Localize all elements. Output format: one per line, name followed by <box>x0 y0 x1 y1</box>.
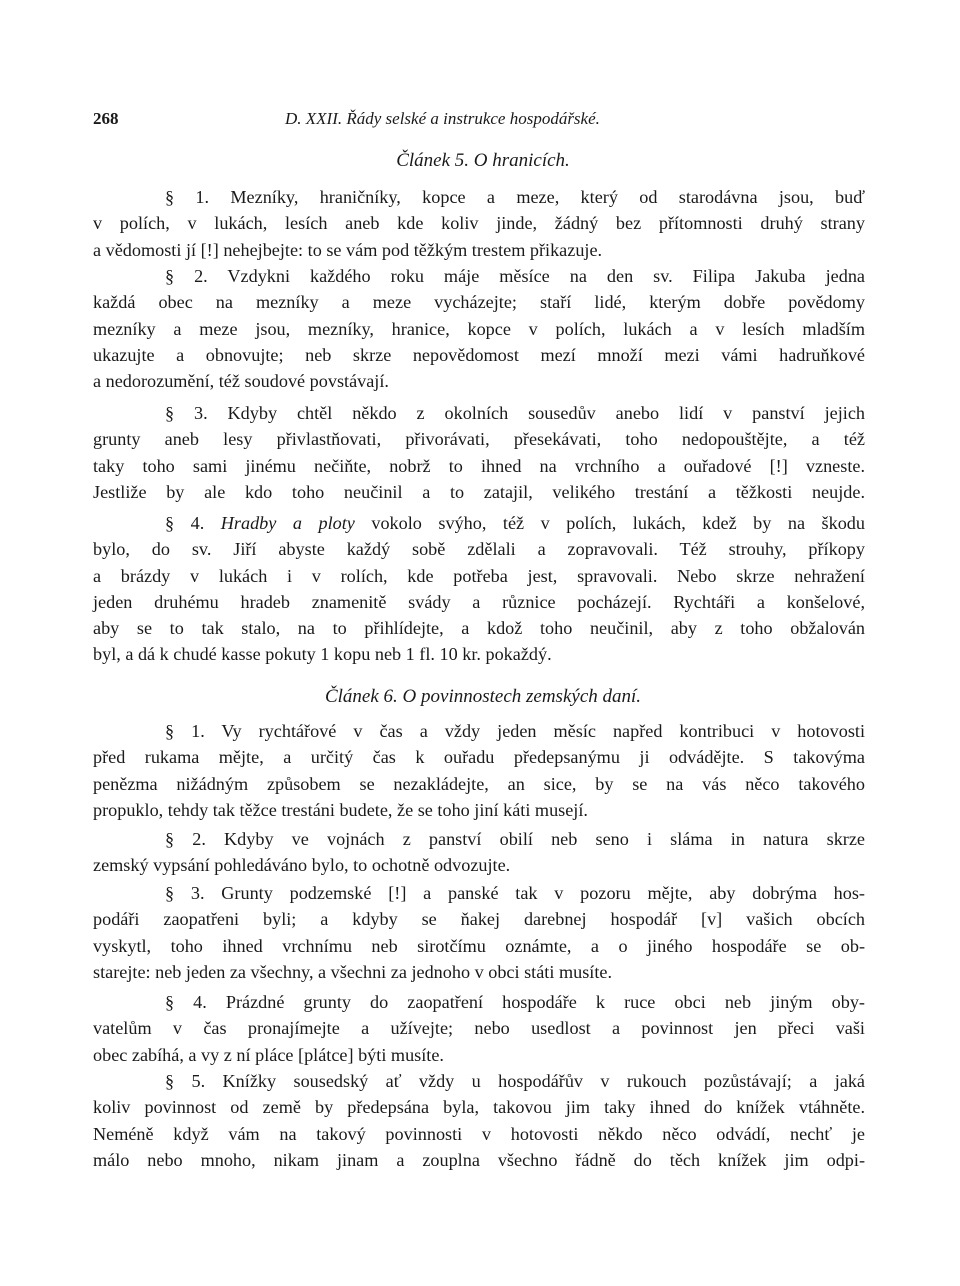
text-line: § 5. Knížky sousedský ať vždy u hospodářův v rukouch pozůstávají; a jaká <box>165 1071 865 1091</box>
article-5-title: Článek 5. O hranicích. <box>396 150 570 171</box>
text-line: a brázdy v lukách i v rolích, kde potřeba jest, spravovali. Nebo skrze nehražení <box>93 565 865 586</box>
article-6-paragraph-1 <box>93 718 865 823</box>
article-5-paragraph-3 <box>93 400 865 505</box>
article-6-paragraph-4 <box>93 989 865 1068</box>
text-line: § 1. Mezníky, hraničníky, kopce a meze, který od starodávna jsou, buď <box>165 187 865 207</box>
text-line: a vědomosti jí [!] nehejbejte: to se vám pod těžkým trestem přikazuje. <box>93 239 603 260</box>
text-line: starejte: neb jeden za všechny, a všechni za jednoho v obci státi musíte. <box>93 961 613 982</box>
text-line: koliv povinnost od země by předepsána byla, takovou jim taky ihned do knížek vtáhněte. <box>93 1097 865 1118</box>
article-6-title: Článek 6. O povinnostech zemských daní. <box>324 686 642 707</box>
text-line: Jestliže by ale kdo toho neučinil a to zatajil, velikého trestání a těžkosti neujde. <box>93 481 865 502</box>
article-5-paragraph-4 <box>93 510 865 668</box>
text-line: byl, a dá k chudé kasse pokuty 1 kopu neb 1 fl. 10 kr. pokaždý. <box>93 644 552 665</box>
text-line: grunty aneb lesy přivlastňovati, přivorávati, přesekávati, toho nedopouštějte, a též <box>93 429 865 450</box>
article-6-paragraph-2 <box>93 826 865 879</box>
text-line: § 3. Kdyby chtěl někdo z okolních sousedův anebo lidí v panství jejich <box>165 403 865 423</box>
text-line: § 1. Vy rychtářové v čas a vždy jeden měsíc napřed kontribuci v hotovosti <box>165 721 865 741</box>
text-line: aby se to tak stalo, na to přihlídejte, a kdož toho neučinil, aby z toho obžalován <box>93 618 865 639</box>
text-line: taky toho sami jinému nečiňte, nobrž to ihned na vrchního a ouřadové [!] vzneste. <box>93 455 865 476</box>
page-header <box>93 103 873 133</box>
text-line: v polích, v lukách, lesích aneb kde koliv jinde, žádný bez přítomnosti druhý strany <box>93 213 865 234</box>
text-line: zemský vypsání pohledáváno bylo, to ochotně odvozujte. <box>93 855 511 876</box>
text-line: podáři zaopatřeni byli; a kdyby se ňakej darebnej hospodář [v] vašich obcích <box>93 909 865 930</box>
emphasis-text: Hradby a ploty <box>220 513 355 533</box>
text-line: mezníky a meze jsou, mezníky, hranice, kopce v polích, lukách a v lesích mladším <box>93 318 865 339</box>
text-line: před rukama mějte, a určitý čas k ouřadu předepsanýmu ji odvádějte. S takovýma <box>93 747 865 768</box>
text-line: § 4. Hradby a ploty vokolo svýho, též v polích, lukách, kdež by na škodu <box>165 513 865 533</box>
text-line: Neméně když vám na takový povinnosti v hotovosti někdo něco odvádí, nechť je <box>93 1123 865 1144</box>
article-5-paragraph-1 <box>93 184 865 263</box>
text-line: a nedorozumění, též soudové povstávají. <box>93 371 389 392</box>
text-line: každá obec na mezníky a meze vycházejte; staří lidé, kterým dobře povědomy <box>93 292 865 313</box>
text-line: bylo, do sv. Jiří abyste každý sobě zdělali a zopravovali. Též strouhy, příkopy <box>93 539 865 560</box>
page-number: 268 <box>93 109 119 128</box>
text-line: § 2. Vzdykni každého roku máje měsíce na den sv. Filipa Jakuba jedna <box>165 266 865 286</box>
text-line: obec zabíhá, a vy z ní pláce [plátce] býti musíte. <box>93 1044 444 1065</box>
text-line: § 3. Grunty podzemské [!] a panské tak v pozoru mějte, aby dobrýma hos- <box>165 883 865 903</box>
article-6-paragraph-3 <box>93 880 865 985</box>
article-6-paragraph-5 <box>93 1068 865 1173</box>
article-5-paragraph-2 <box>93 263 865 394</box>
text-line: § 4. Prázdné grunty do zaopatření hospodáře k ruce obci neb jiným oby- <box>165 992 865 1012</box>
text-line: vyskytl, toho ihned vrchnímu neb sirotčímu oznámte, a o jiného hospodáře se ob- <box>93 935 865 956</box>
text-line: ukazujte a obnovujte; neb skrze nepovědomost mezí množí mezi vámi hadruňkové <box>93 344 865 365</box>
text-line: jeden druhému hradeb znamenitě svády a různice pocházejí. Rychtáři a konšelové, <box>93 591 865 612</box>
running-head: D. XXII. Řády selské a instrukce hospodářské. <box>285 109 600 128</box>
text-line: § 2. Kdyby ve vojnách z panství obilí neb seno i sláma in natura skrze <box>165 829 865 849</box>
text-line: propuklo, tehdy tak těžce trestáni budete, že se toho jiní káti musejí. <box>93 799 588 820</box>
text-line: málo nebo mnoho, nikam jinam a zouplna všechno řádně do těch knížek jim odpi- <box>93 1149 865 1170</box>
text-line: vatelům v čas pronajímejte a užívejte; nebo usedlost a povinnost jen přeci vaši <box>93 1018 865 1039</box>
text-line: penězma nižádným způsobem se nezakládejte, an sice, by se na vás něco takového <box>93 773 865 794</box>
